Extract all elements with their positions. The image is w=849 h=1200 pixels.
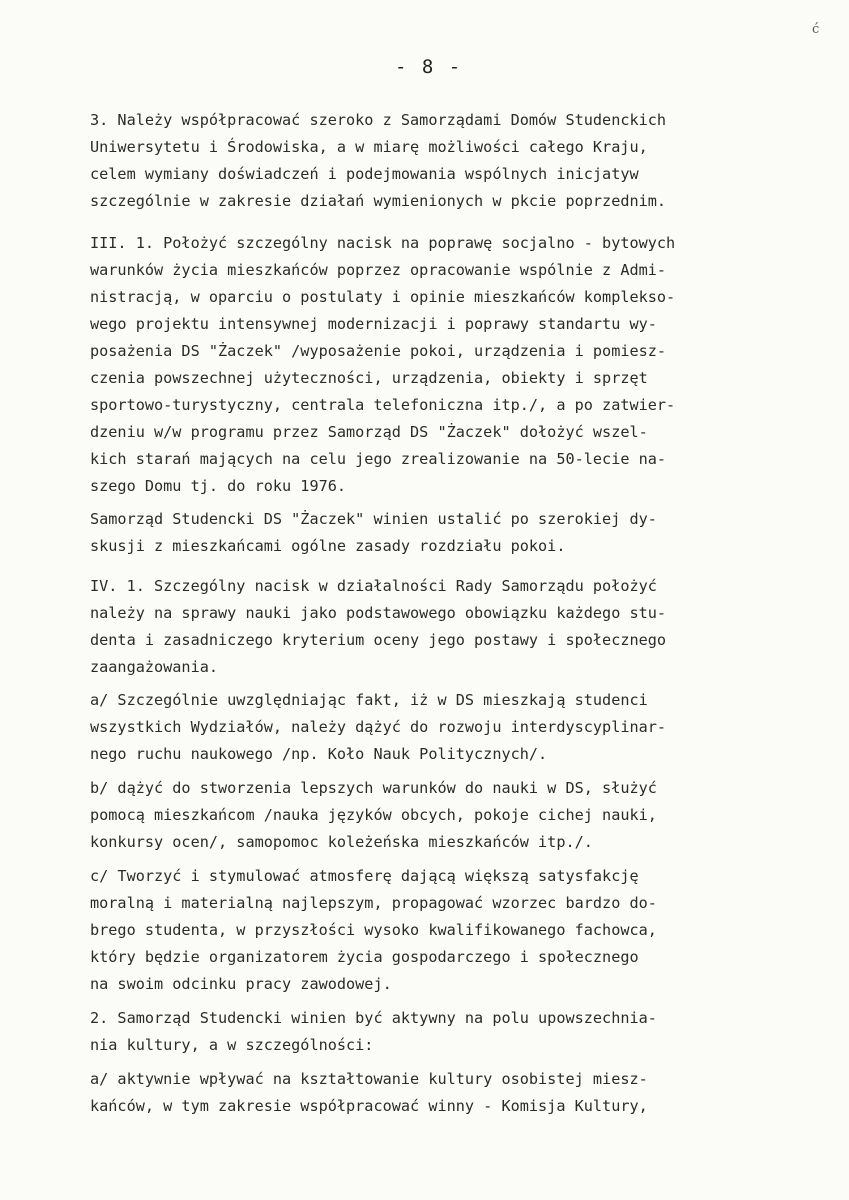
text-line: Samorząd Studencki DS "Żaczek" winien ustalić po szerokiej dy- [90,510,657,528]
text-line: wszystkich Wydziałów, należy dążyć do rozwoju interdyscyplinar- [90,718,667,736]
text-line: celem wymiany doświadczeń i podejmowania wspólnych inicjatyw [90,165,639,183]
text-line: sportowo-turystyczny, centrala telefoniczna itp./, a po zatwier- [90,396,676,414]
text-line: 2. Samorząd Studencki winien być aktywny na polu upowszechnia- [90,1009,657,1027]
text-line: nia kultury, a w szczególności: [90,1036,374,1054]
text-line: 3. Należy współpracować szeroko z Samorządami Domów Studenckich [90,111,667,129]
text-line: IV. 1. Szczególny nacisk w działalności Rady Samorządu położyć [90,577,657,595]
text-line: kich starań mających na celu jego zrealizowanie na 50-lecie na- [90,450,667,468]
corner-mark: ć [812,22,820,37]
text-line: Uniwersytetu i Środowiska, a w miarę możliwości całego Kraju, [90,138,648,156]
text-line: brego studenta, w przyszłości wysoko kwalifikowanego fachowca, [90,921,657,939]
text-line: konkursy ocen/, samopomoc koleżeńska mieszkańców itp./. [90,833,593,851]
text-line: denta i zasadniczego kryterium oceny jego postawy i społecznego [90,631,667,649]
text-line: pomocą mieszkańcom /nauka języków obcych, pokoje cichej nauki, [90,806,657,824]
text-line: szego Domu tj. do roku 1976. [90,477,347,495]
text-line: III. 1. Położyć szczególny nacisk na poprawę socjalno - bytowych [90,234,676,252]
text-line: który będzie organizatorem życia gospodarczego i społecznego [90,948,639,966]
text-line: posażenia DS "Żaczek" /wyposażenie pokoi, urządzenia i pomiesz- [90,342,667,360]
text-line: c/ Tworzyć i stymulować atmosferę dającą większą satysfakcję [90,867,639,885]
text-line: należy na sprawy nauki jako podstawowego obowiązku każdego stu- [90,604,667,622]
text-line: na swoim odcinku pracy zawodowej. [90,975,392,993]
text-line: b/ dążyć do stworzenia lepszych warunków do nauki w DS, służyć [90,779,657,797]
text-line: nistracją, w oparciu o postulaty i opinie mieszkańców kompleksо- [90,288,676,306]
text-line: kańców, w tym zakresie współpracować winny - Komisja Kultury, [90,1097,648,1115]
text-line: czenia powszechnej użyteczności, urządzenia, obiekty i sprzęt [90,369,648,387]
text-line: warunków życia mieszkańców poprzez opracowanie wspólnie z Admi- [90,261,667,279]
text-line: skusji z mieszkańcami ogólne zasady rozdziału pokoi. [90,537,566,555]
text-line: zaangażowania. [90,658,219,676]
page-number: - 8 - [395,56,463,78]
text-line: wego projektu intensywnej modernizacji i poprawy standartu wy- [90,315,657,333]
text-line: moralną i materialną najlepszym, propagować wzorzec bardzo do- [90,894,657,912]
text-line: a/ aktywnie wpływać na kształtowanie kultury osobistej miesz- [90,1070,648,1088]
text-line: a/ Szczególnie uwzględniając fakt, iż w DS mieszkają studenci [90,691,648,709]
text-line: nego ruchu naukowego /np. Koło Nauk Politycznych/. [90,745,548,763]
text-line: dzeniu w/w programu przez Samorząd DS "Żaczek" dołożyć wszel- [90,423,648,441]
text-line: szczególnie w zakresie działań wymienionych w pkcie poprzednim. [90,192,667,210]
